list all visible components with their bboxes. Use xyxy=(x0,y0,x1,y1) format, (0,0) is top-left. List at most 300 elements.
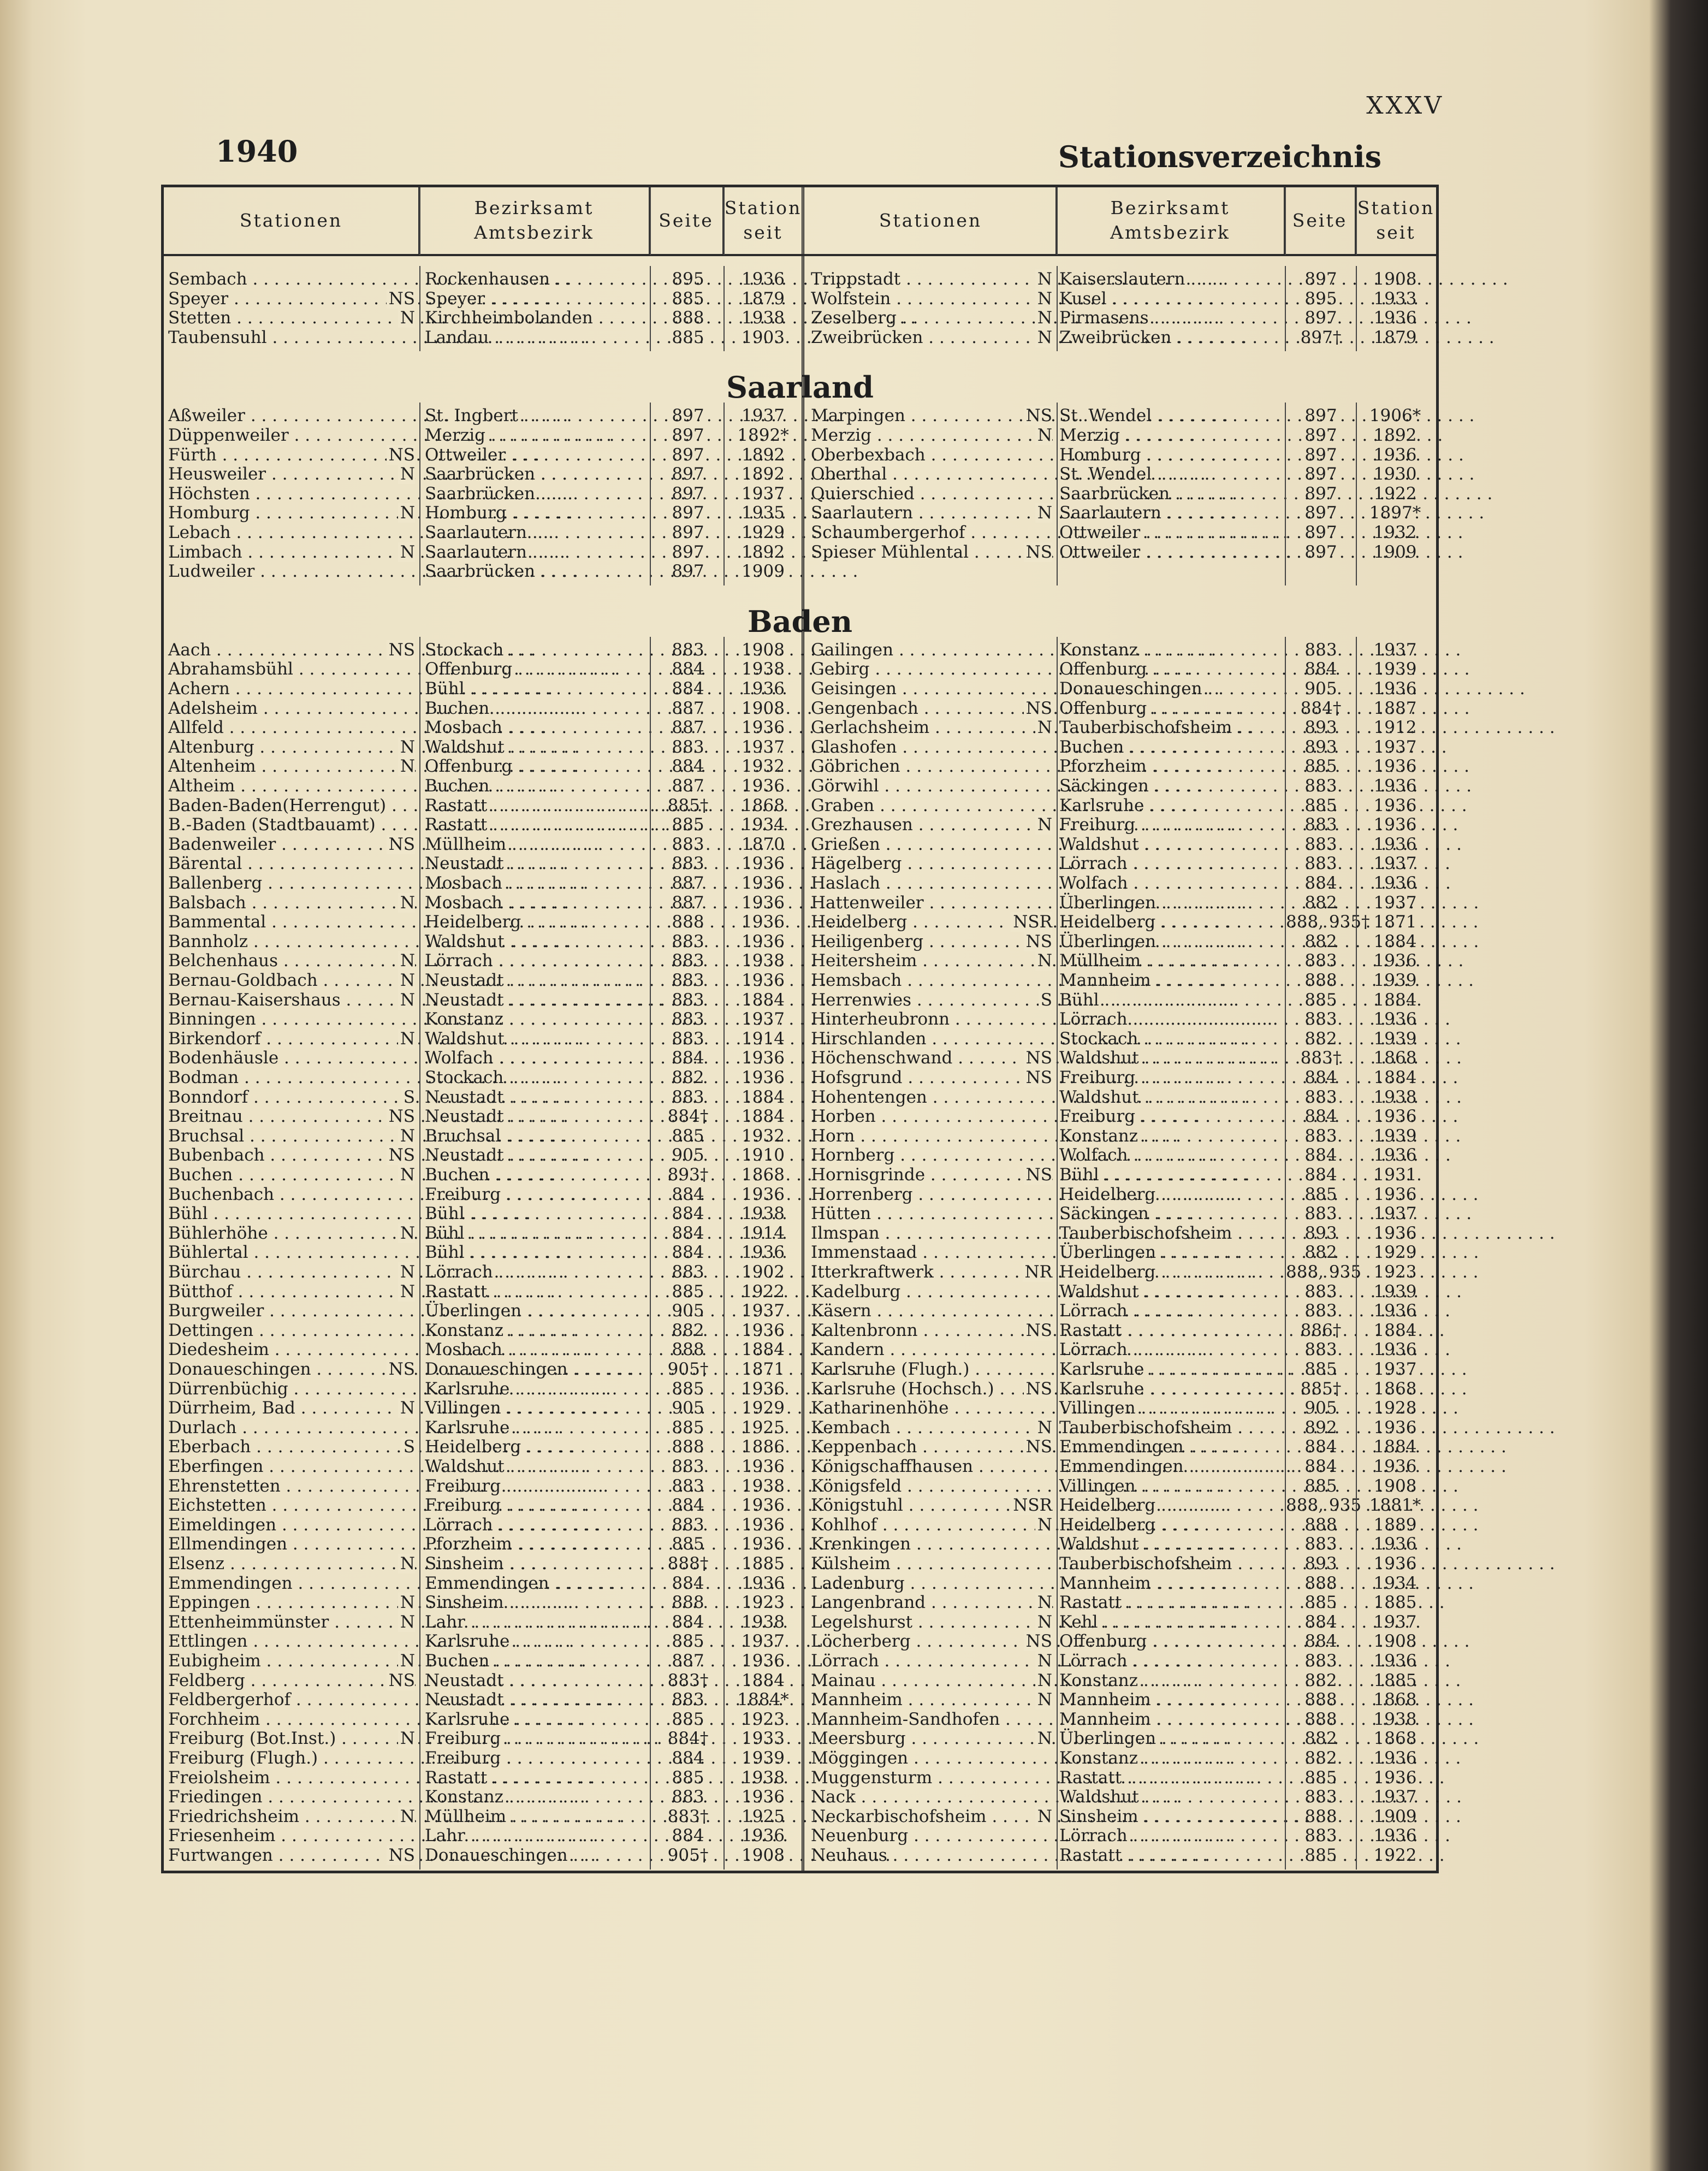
station-name-text: Oberbexbach xyxy=(811,445,926,465)
bezirksamt xyxy=(1059,951,1280,971)
seite: 883 xyxy=(1304,1126,1337,1146)
bezirksamt-text: Saarbrücken xyxy=(425,464,536,484)
station-name-text: Aach xyxy=(168,640,211,660)
seite: 885 xyxy=(672,1709,704,1729)
station-seit: 1884 xyxy=(742,1107,785,1127)
bezirksamt xyxy=(1059,1593,1280,1612)
station-name xyxy=(811,328,1052,347)
station-name-text: Bodman xyxy=(168,1068,239,1087)
bezirksamt-text: Lörrach xyxy=(1059,1009,1128,1030)
station-flag: N xyxy=(398,893,415,913)
seite: 885 xyxy=(1304,990,1337,1010)
bezirksamt-text: Säckingen xyxy=(1059,776,1149,796)
bezirksamt-text: Freiburg xyxy=(1059,1068,1136,1087)
station-name xyxy=(811,1651,1052,1671)
seite: 883 xyxy=(672,971,704,990)
column-rule xyxy=(1356,403,1357,585)
column-rule xyxy=(1057,266,1058,351)
station-flag: S xyxy=(1039,990,1052,1010)
seite: 883 xyxy=(672,834,704,854)
seite: 905† xyxy=(667,1845,709,1865)
bezirksamt-text: Homburg xyxy=(1059,445,1141,465)
station-name-text: Altheim xyxy=(168,776,235,796)
station-name-text: Katharinenhöhe xyxy=(811,1398,949,1418)
station-seit: 1879 xyxy=(742,288,785,309)
seite: 883 xyxy=(672,737,704,757)
station-name-text: Trippstadt xyxy=(811,269,901,289)
seite: 885 xyxy=(1304,1593,1337,1613)
station-name-text: Hohentengen xyxy=(811,1087,927,1107)
seite: 883 xyxy=(1304,854,1337,874)
year-heading: 1940 xyxy=(216,134,298,169)
station-name-text: Altenburg xyxy=(168,737,254,757)
header-column-rule xyxy=(1057,187,1058,255)
station-row xyxy=(164,1651,1436,1671)
bezirksamt-text: Offenburg xyxy=(425,756,513,777)
bezirksamt xyxy=(1059,912,1280,932)
station-name-text: Hattenweiler xyxy=(811,892,924,913)
station-row xyxy=(164,464,1436,484)
station-name-text: B.-Baden (Stadtbauamt) xyxy=(168,815,376,835)
station-seit: 1938 xyxy=(742,1476,785,1496)
seite: 882 xyxy=(1304,892,1337,913)
station-flag: N xyxy=(398,542,415,562)
header-stationen-right: Stationen xyxy=(805,187,1057,254)
station-flag: N xyxy=(1035,1612,1052,1632)
station-name-text: Gengenbach xyxy=(811,698,918,718)
station-name-text: Görwihl xyxy=(811,776,879,796)
station-flag: N xyxy=(398,1223,415,1243)
station-seit: 1936 xyxy=(742,679,785,699)
bezirksamt-text: Karlsruhe xyxy=(425,1631,510,1652)
bezirksamt xyxy=(1059,1729,1280,1748)
station-row xyxy=(164,1554,1436,1573)
seite: 884 xyxy=(672,1495,704,1516)
seite: 885 xyxy=(1304,1184,1337,1204)
station-seit: 1871 xyxy=(1373,912,1417,932)
station-row xyxy=(164,679,1436,699)
station-seit: 1884 xyxy=(742,1340,785,1360)
bezirksamt xyxy=(1059,1768,1280,1788)
station-seit: 1936 xyxy=(1373,1340,1417,1360)
seite: 883† xyxy=(667,1806,709,1826)
station-seit: 1938 xyxy=(742,1612,785,1632)
station-name xyxy=(811,1185,1052,1204)
seite: 897 xyxy=(1304,445,1337,465)
bezirksamt-text: Konstanz xyxy=(1059,1748,1138,1768)
seite: 883 xyxy=(1304,1826,1337,1846)
seite: 883 xyxy=(1304,1301,1337,1321)
station-name xyxy=(811,1748,1052,1768)
station-name-text: Bernau-Kaisershaus xyxy=(168,990,341,1010)
station-name-text: Achern xyxy=(168,679,230,699)
station-seit: 1933 xyxy=(1373,288,1417,309)
station-flag: NS xyxy=(387,1845,415,1865)
station-name-text: Aßweiler xyxy=(168,406,245,426)
station-flag: N xyxy=(1035,1593,1052,1612)
bezirksamt-text: Saarlautern xyxy=(1059,503,1161,523)
station-seit: 1936 xyxy=(1373,1223,1417,1243)
station-name xyxy=(811,445,1052,465)
bezirksamt-text: Freiburg xyxy=(425,1729,501,1749)
header-rule xyxy=(164,254,1436,256)
header-seite: Seite xyxy=(650,187,723,254)
seite: 892 xyxy=(1304,1417,1337,1438)
station-name-text: Glashofen xyxy=(811,737,897,757)
station-name xyxy=(811,1087,1052,1107)
page-number: XXXV xyxy=(1366,92,1444,120)
seite: 897† xyxy=(1300,327,1342,347)
station-seit: 1868 xyxy=(1373,1690,1417,1710)
bezirksamt xyxy=(1059,308,1280,328)
seite: 885 xyxy=(672,327,704,347)
seite: 885† xyxy=(667,795,709,815)
column-rule xyxy=(1057,403,1058,585)
bezirksamt-text: Lörrach xyxy=(425,951,493,971)
station-seit: 1930 xyxy=(1373,464,1417,484)
seite: 884 xyxy=(1304,1457,1337,1476)
bezirksamt-text: Tauberbischofsheim xyxy=(1059,1223,1232,1243)
section-title: Saarland xyxy=(726,370,874,405)
station-seit: 1939 xyxy=(742,1748,785,1768)
station-name xyxy=(811,1418,1052,1438)
station-name xyxy=(811,1729,1052,1748)
station-name-text: Abrahamsbühl xyxy=(168,659,293,679)
bezirksamt-text: Offenburg xyxy=(1059,659,1147,679)
bezirksamt-text: Heidelberg xyxy=(1059,1184,1156,1204)
station-flag: NS xyxy=(387,445,415,465)
bezirksamt xyxy=(1059,1262,1280,1282)
station-name-text: Bruchsal xyxy=(168,1126,245,1146)
bezirksamt xyxy=(1059,1340,1280,1359)
bezirksamt-text: Waldshut xyxy=(1059,1787,1139,1807)
station-name-text: Horn xyxy=(811,1126,855,1146)
station-seit: 1937 xyxy=(742,737,785,757)
station-row xyxy=(164,990,1436,1010)
seite: 897 xyxy=(1304,542,1337,562)
bezirksamt xyxy=(1059,464,1280,484)
station-name xyxy=(811,1709,1052,1729)
station-name xyxy=(811,1262,1052,1282)
station-name xyxy=(811,873,1052,893)
seite: 882 xyxy=(1304,1670,1337,1690)
station-seit: 1936 xyxy=(742,1787,785,1807)
bezirksamt xyxy=(1059,873,1280,893)
seite: 897 xyxy=(1304,483,1337,504)
station-name-text: Dettingen xyxy=(168,1320,254,1340)
station-name-text: Hütten xyxy=(811,1204,871,1224)
station-flag: N xyxy=(1035,951,1052,971)
seite: 883 xyxy=(1304,1204,1337,1224)
station-seit: 1936 xyxy=(1373,1826,1417,1846)
seite: 884 xyxy=(1304,1437,1337,1457)
station-seit: 1936 xyxy=(1373,1417,1417,1438)
station-name xyxy=(811,425,1052,445)
station-flag: N xyxy=(1035,269,1052,289)
station-flag: NS xyxy=(387,835,415,854)
station-name-text: Höchsten xyxy=(168,483,250,504)
seite: 882 xyxy=(1304,1748,1337,1768)
bezirksamt-text: Pforzheim xyxy=(425,1534,512,1554)
station-name-text: Eichstetten xyxy=(168,1495,266,1516)
header-column-rule xyxy=(723,187,725,255)
bezirksamt xyxy=(1059,756,1280,776)
station-name xyxy=(811,464,1052,484)
station-seit: 1868 xyxy=(742,1165,785,1185)
station-row xyxy=(164,756,1436,776)
seite: 888, 935 xyxy=(1286,1495,1362,1516)
bezirksamt-text: Müllheim xyxy=(425,834,507,854)
station-name-text: Dürrenbüchig xyxy=(168,1379,288,1399)
bezirksamt-text: Konstanz xyxy=(425,1009,504,1030)
bezirksamt-text: Neustadt xyxy=(425,1107,504,1127)
seite: 888 xyxy=(672,912,704,932)
bezirksamt xyxy=(1059,1554,1280,1573)
bezirksamt-text: Freiburg xyxy=(425,1495,501,1516)
station-name-text: Keppenbach xyxy=(811,1437,917,1457)
bezirksamt-text: Konstanz xyxy=(1059,1126,1138,1146)
station-seit: 1936 xyxy=(1373,1107,1417,1127)
bezirksamt-text: Überlingen xyxy=(425,1301,522,1321)
bezirksamt-text: Pforzheim xyxy=(1059,756,1147,777)
station-seit: 1934 xyxy=(1373,1573,1417,1593)
station-seit: 1939 xyxy=(1373,659,1417,679)
station-name xyxy=(811,1243,1052,1262)
seite: 885 xyxy=(672,288,704,309)
station-name xyxy=(811,796,1052,815)
seite: 897 xyxy=(672,561,704,582)
bezirksamt xyxy=(1059,1243,1280,1262)
station-row xyxy=(164,1418,1436,1438)
station-flag: NS xyxy=(387,1107,415,1126)
column-rule xyxy=(650,637,651,1870)
station-seit: 1892 xyxy=(742,445,785,465)
station-row xyxy=(164,1359,1436,1379)
station-name-text: Höchenschwand xyxy=(811,1048,953,1068)
station-seit: 1936 xyxy=(742,854,785,874)
station-row xyxy=(164,718,1436,737)
station-name-text: Homburg xyxy=(168,503,250,523)
bezirksamt xyxy=(1059,1087,1280,1107)
bezirksamt xyxy=(1059,484,1280,504)
station-seit: 1937 xyxy=(1373,1787,1417,1807)
column-rule xyxy=(723,403,725,585)
station-name-text: Heitersheim xyxy=(811,951,917,971)
station-flag: N xyxy=(1035,289,1052,309)
station-flag: N xyxy=(398,1398,415,1418)
station-seit: 1936 xyxy=(1373,951,1417,971)
station-name xyxy=(811,718,1052,737)
bezirksamt-text: Saarlautern xyxy=(425,523,527,542)
seite: 883 xyxy=(672,1515,704,1535)
station-seit: 1935 xyxy=(742,503,785,523)
station-name xyxy=(811,484,1052,504)
bezirksamt xyxy=(1059,815,1280,835)
bezirksamt-text: Wolfach xyxy=(425,1048,494,1068)
station-seit: 1936 xyxy=(1373,1534,1417,1554)
bezirksamt-text: St. Wendel xyxy=(1059,464,1152,484)
station-seit: 1885 xyxy=(1373,1670,1417,1690)
seite: 897 xyxy=(672,445,704,465)
station-row xyxy=(164,1787,1436,1807)
bezirksamt-text: Neustadt xyxy=(425,971,504,990)
station-name xyxy=(811,1787,1052,1807)
station-name-text: Kembach xyxy=(811,1417,891,1438)
station-flag: S xyxy=(401,1087,415,1107)
station-flag: NSR xyxy=(1011,1495,1052,1515)
seite: 897 xyxy=(1304,269,1337,289)
station-row xyxy=(164,1845,1436,1865)
bezirksamt-text: Karlsruhe xyxy=(425,1709,510,1729)
seite: 888 xyxy=(672,1437,704,1457)
bezirksamt-text: Lörrach xyxy=(425,1515,493,1535)
bezirksamt-text: Mosbach xyxy=(425,1340,502,1360)
bezirksamt-text: Bühl xyxy=(1059,990,1099,1010)
bezirksamt-text: Heidelberg xyxy=(1059,1515,1156,1535)
seite: 883 xyxy=(672,1787,704,1807)
header-column-rule xyxy=(419,187,420,255)
station-name xyxy=(168,561,415,581)
station-seit: 1937 xyxy=(742,406,785,426)
station-seit: 1936 xyxy=(742,1184,785,1204)
bezirksamt-text: Karlsruhe xyxy=(1059,1379,1144,1399)
station-name-text: Diedesheim xyxy=(168,1340,269,1360)
station-row xyxy=(164,912,1436,932)
station-seit: 1937 xyxy=(1373,892,1417,913)
seite: 883 xyxy=(1304,1087,1337,1107)
bezirksamt-text: Überlingen xyxy=(1059,892,1157,913)
bezirksamt xyxy=(425,561,646,581)
station-seit: 1936 xyxy=(1373,1009,1417,1030)
station-flag: N xyxy=(1035,718,1052,737)
station-name-text: Quierschied xyxy=(811,483,915,504)
station-seit: 1936 xyxy=(742,776,785,796)
column-rule xyxy=(650,403,651,585)
seite: 882 xyxy=(1304,1243,1337,1263)
bezirksamt-text: Emmendingen xyxy=(425,1573,549,1593)
bezirksamt-text: Konstanz xyxy=(1059,1670,1138,1690)
station-name-text: Freiburg (Bot.Inst.) xyxy=(168,1729,336,1749)
station-name-text: Lörrach xyxy=(811,1651,879,1671)
station-row xyxy=(164,308,1436,328)
station-name-text: Friedrichsheim xyxy=(168,1806,300,1826)
bezirksamt-text: Rastatt xyxy=(425,815,488,835)
station-name xyxy=(811,1029,1052,1049)
seite: 888 xyxy=(672,308,704,328)
station-seit: 1938 xyxy=(742,951,785,971)
bezirksamt-text: Neustadt xyxy=(425,1145,504,1166)
header-column-rule xyxy=(650,187,651,255)
station-flag: NS xyxy=(1024,1165,1052,1185)
station-name xyxy=(811,1845,1052,1865)
seite: 905 xyxy=(1304,679,1337,699)
station-name-text: Saarlautern xyxy=(811,503,913,523)
bezirksamt-text: Emmendingen xyxy=(1059,1437,1184,1457)
station-flag: NS xyxy=(1024,1321,1052,1340)
bezirksamt xyxy=(1059,1301,1280,1321)
column-rule xyxy=(1285,403,1286,585)
station-name xyxy=(811,640,1052,660)
station-name-text: Gailingen xyxy=(811,640,894,660)
bezirksamt xyxy=(1059,1845,1280,1865)
bezirksamt-text: Rastatt xyxy=(425,795,488,815)
station-seit: 1936 xyxy=(742,269,785,289)
bezirksamt xyxy=(1059,1787,1280,1807)
bezirksamt xyxy=(1059,679,1280,699)
station-name-text: Horrenberg xyxy=(811,1184,913,1204)
station-row xyxy=(164,699,1436,718)
bezirksamt-text: Waldshut xyxy=(425,1457,505,1476)
station-row xyxy=(164,425,1436,445)
station-name xyxy=(811,912,1052,932)
station-name xyxy=(811,971,1052,990)
station-row xyxy=(164,1476,1436,1496)
station-name xyxy=(811,679,1052,699)
station-name-text: Grießen xyxy=(811,834,880,854)
bezirksamt-text: Sinsheim xyxy=(1059,1806,1138,1826)
bezirksamt xyxy=(1059,932,1280,951)
bezirksamt-text: Heidelberg xyxy=(1059,912,1156,932)
station-row xyxy=(164,932,1436,951)
bezirksamt-text: Ottweiler xyxy=(1059,542,1141,562)
seite: 897 xyxy=(1304,523,1337,542)
station-seit: 1939 xyxy=(1373,1281,1417,1302)
seite: 884 xyxy=(672,1048,704,1068)
station-flag: S xyxy=(401,1437,415,1457)
station-flag: N xyxy=(398,756,415,776)
bezirksamt xyxy=(1059,1671,1280,1690)
station-flag: N xyxy=(398,1593,415,1612)
station-name-text: Ilmspan xyxy=(811,1223,880,1243)
station-seit: 1870 xyxy=(742,834,785,854)
station-name xyxy=(811,269,1052,289)
bezirksamt-text: Müllheim xyxy=(425,1806,507,1826)
station-name-text: Birkendorf xyxy=(168,1028,261,1049)
station-seit: 1936 xyxy=(1373,776,1417,796)
station-seit: 1936 xyxy=(1373,1184,1417,1204)
station-name-text: Gerlachsheim xyxy=(811,718,930,738)
seite: 884 xyxy=(1304,659,1337,679)
station-name-text: Ballenberg xyxy=(168,873,263,893)
seite: 883† xyxy=(667,1670,709,1690)
seite: 887 xyxy=(672,892,704,913)
station-seit: 1923 xyxy=(742,1709,785,1729)
station-flag: N xyxy=(398,990,415,1010)
bezirksamt-text: Tauberbischofsheim xyxy=(1059,718,1232,738)
seite: 882 xyxy=(1304,1028,1337,1049)
bezirksamt xyxy=(1059,1495,1280,1515)
station-name-text: Haslach xyxy=(811,873,881,893)
station-seit: 1908 xyxy=(742,698,785,718)
station-row xyxy=(164,1515,1436,1535)
station-seit: 1934 xyxy=(742,815,785,835)
station-row xyxy=(164,1709,1436,1729)
station-flag: N xyxy=(1035,425,1052,445)
station-row xyxy=(164,796,1436,815)
bezirksamt xyxy=(1059,542,1280,562)
bezirksamt-text: Waldshut xyxy=(1059,1048,1139,1068)
station-seit: 1889 xyxy=(1373,1515,1417,1535)
station-name-text: Külsheim xyxy=(811,1554,891,1573)
bezirksamt-text: Tauberbischofsheim xyxy=(1059,1417,1232,1438)
station-seit: 1885 xyxy=(1373,1593,1417,1613)
station-seit: 1938 xyxy=(742,1767,785,1788)
station-row xyxy=(164,1612,1436,1632)
station-row xyxy=(164,1068,1436,1087)
station-name-text: Adelsheim xyxy=(168,698,258,718)
column-rule xyxy=(1057,637,1058,1870)
station-name-text: Bodenhäusle xyxy=(168,1048,279,1068)
